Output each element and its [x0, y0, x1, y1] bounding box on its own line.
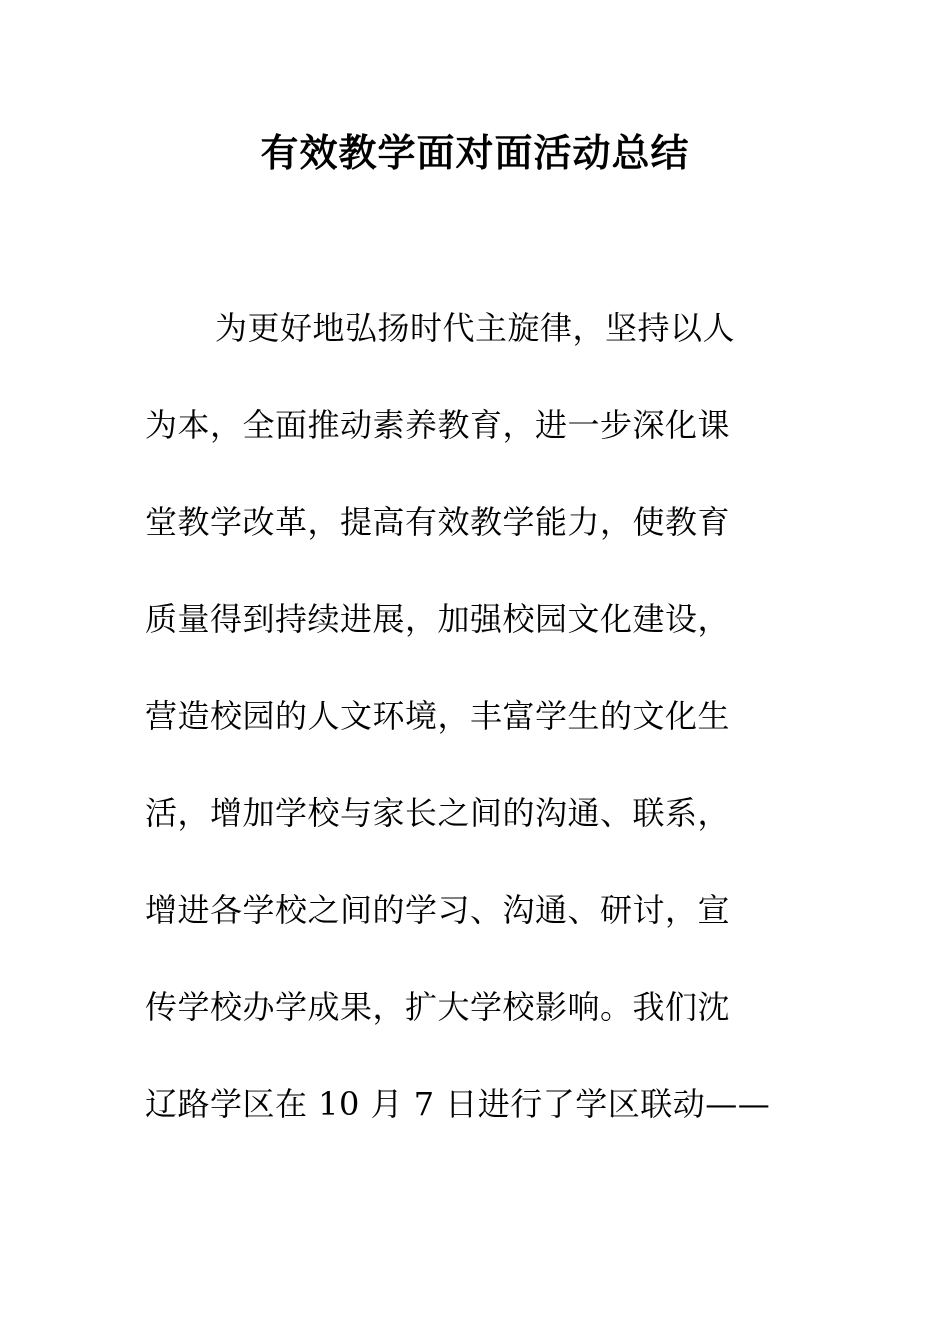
paragraph-line-5: 营造校园的人文环境，丰富学生的文化生 — [145, 697, 731, 735]
paragraph-line-1: 为更好地弘扬时代主旋律，坚持以人 — [215, 309, 736, 347]
paragraph-line-4: 质量得到持续进展，加强校园文化建设， — [145, 600, 731, 638]
body-paragraph — [145, 298, 795, 1171]
paragraph-line-3: 堂教学改革，提高有效教学能力，使教育 — [145, 503, 731, 541]
document-title: 有效教学面对面活动总结 — [260, 131, 690, 175]
paragraph-line-8: 传学校办学成果，扩大学校影响。我们沈 — [145, 988, 731, 1026]
paragraph-line-7: 增进各学校之间的学习、沟通、研讨，宣 — [145, 891, 731, 929]
paragraph-line-6: 活，增加学校与家长之间的沟通、联系， — [145, 794, 731, 832]
paragraph-line-2: 为本，全面推动素养教育，进一步深化课 — [145, 406, 731, 444]
paragraph-line-9: 辽路学区在 10 月 7 日进行了学区联动—— — [145, 1085, 771, 1123]
